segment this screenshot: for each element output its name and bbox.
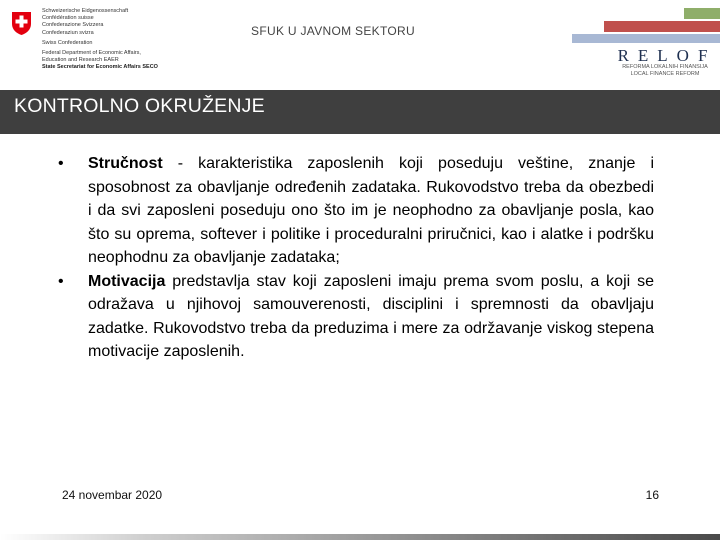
- bullet-paragraph: [88, 270, 654, 364]
- swiss-line: Confédération suisse: [42, 15, 94, 22]
- bottom-gradient-line: [0, 534, 720, 540]
- footer-date: 24 novembar 2020: [62, 488, 163, 502]
- relof-bar-blue: [572, 34, 720, 43]
- swiss-line-seco: State Secretariat for Economic Affairs SECO: [42, 64, 158, 71]
- relof-subtitle-line: REFORMA LOKALNIH FINANSIJA: [622, 64, 708, 70]
- page-number: 16: [645, 488, 659, 502]
- slide-header: [0, 0, 720, 90]
- slide-content: [58, 152, 654, 364]
- bullet-item: [58, 152, 654, 270]
- swiss-confederation-logo: [6, 4, 158, 84]
- swiss-line: Schweizerische Eidgenossenschaft: [42, 8, 129, 14]
- header-title: SFUK U JAVNOM SEKTORU: [251, 24, 415, 38]
- swiss-line: Education and Research EAER: [42, 57, 119, 64]
- bullet-icon: •: [58, 155, 64, 172]
- swiss-line: Swiss Confederation: [42, 39, 93, 46]
- relof-bar-red: [604, 21, 720, 32]
- bullet-text: - karakteristika zaposlenih koji poseduju veštine, znanje i sposobnost za obavljanje određenih zadataka. Rukovodstvo treba da obezbedi i da svi zaposleni poseduju ono što im je neophodno za obavljanje posla, kao što su oprema, softever i politike i proceduralni priručnici, kao i alatke i podršku neophodnu za obavljanje zadataka;: [88, 155, 654, 266]
- relof-color-bars: [560, 0, 720, 48]
- bullet-term: Motivacija: [88, 272, 166, 290]
- bullet-text: predstavlja stav koji zaposleni imaju prema svom poslu, a koji se odražava u njihovoj samouverenosti, disciplini i spremnosti da obavljaju zadatke. Rukovodstvo treba da preduzima i mere za održavanje viskog stepena motivacije zaposlenih.: [88, 272, 654, 360]
- slide-title: KONTROLNO OKRUŽENJE: [14, 95, 265, 117]
- bullet-term: Stručnost: [88, 155, 163, 172]
- relof-subtitle: [610, 64, 720, 78]
- swiss-line: Confederaziun svizra: [42, 29, 94, 36]
- bullet-paragraph: [88, 152, 654, 270]
- bullet-icon: •: [58, 272, 64, 290]
- relof-bar-green: [684, 8, 720, 19]
- swiss-line: Confederazione Svizzera: [42, 22, 104, 29]
- bullet-item: [58, 270, 654, 364]
- swiss-line: Federal Department of Economic Affairs,: [42, 50, 141, 57]
- relof-logo-text: RELOF: [617, 46, 717, 65]
- relof-subtitle-line: LOCAL FINANCE REFORM: [630, 71, 700, 77]
